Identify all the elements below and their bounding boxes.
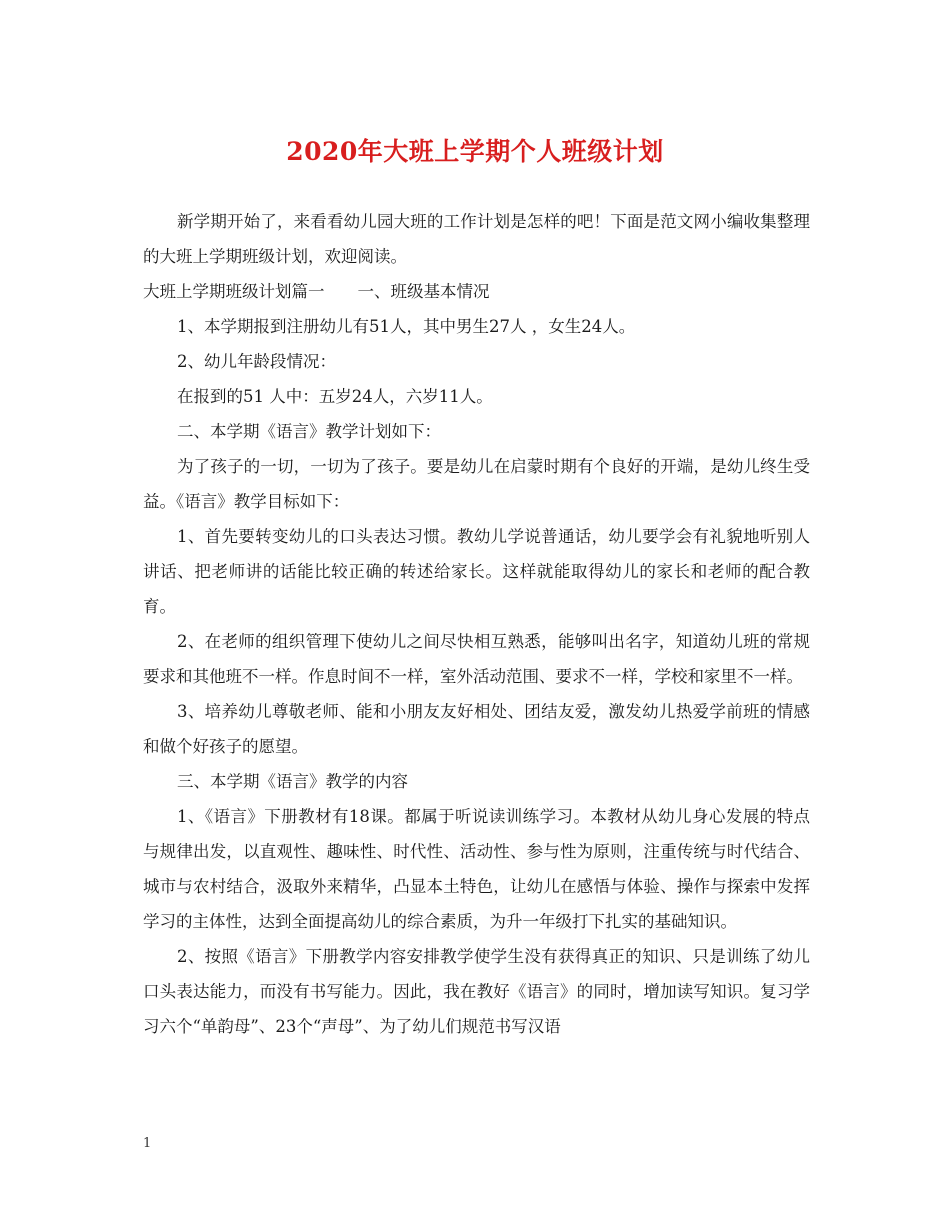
paragraph-goal-1: 1、首先要转变幼儿的口头表达习惯。教幼儿学说普通话，幼儿要学会有礼貌地听别人讲话、把老师讲的话能比较正确的转述给家长。这样就能取得幼儿的家长和老师的配合教育。: [143, 527, 810, 616]
paragraph-age-detail: 在报到的51 人中：五岁24人，六岁11人。: [177, 387, 493, 406]
paragraph-content-1: 1、《语言》下册教材有18课。都属于听说读训练学习。本教材从幼儿身心发展的特点与规律出发，以直观性、趣味性、时代性、活动性、参与性为原则，注重传统与时代结合、城市与农村结合，汲取外来精华，凸显本土特色，让幼儿在感悟与体验、操作与探索中发挥学习的主体性，达到全面提高幼儿的综合素质，为升一年级打下扎实的基础知识。: [143, 807, 810, 931]
paragraph-section-heading: 大班上学期班级计划篇一 一、班级基本情况: [143, 282, 490, 301]
paragraph-enrollment: 1、本学期报到注册幼儿有51人，其中男生27人 ，女生24人。: [177, 317, 636, 336]
page-number: 1: [143, 1136, 152, 1151]
paragraph-plan-heading: 二、本学期《语言》教学计划如下：: [177, 422, 441, 441]
paragraph-age-heading: 2、幼儿年龄段情况：: [177, 352, 336, 371]
document-title: 2020年大班上学期个人班级计划: [286, 137, 664, 166]
paragraph-intro: 新学期开始了，来看看幼儿园大班的工作计划是怎样的吧！下面是范文网小编收集整理的大班上学期班级计划，欢迎阅读。: [143, 212, 810, 266]
paragraph-plan-intro: 为了孩子的一切，一切为了孩子。要是幼儿在启蒙时期有个良好的开端，是幼儿终生受益。《语言》教学目标如下：: [143, 457, 810, 511]
paragraph-content-heading: 三、本学期《语言》教学的内容: [177, 772, 408, 791]
paragraph-goal-3: 3、培养幼儿尊敬老师、能和小朋友友好相处、团结友爱，激发幼儿热爱学前班的情感和做个好孩子的愿望。: [143, 702, 810, 756]
paragraph-goal-2: 2、在老师的组织管理下使幼儿之间尽快相互熟悉，能够叫出名字，知道幼儿班的常规要求和其他班不一样。作息时间不一样，室外活动范围、要求不一样，学校和家里不一样。: [143, 632, 810, 686]
paragraph-content-2: 2、按照《语言》下册教学内容安排教学使学生没有获得真正的知识、只是训练了幼儿口头表达能力，而没有书写能力。因此，我在教好《语言》的同时，增加读写知识。复习学习六个“单韵母”、23个“声母”、为了幼儿们规范书写汉语: [143, 947, 810, 1036]
document-body: [143, 204, 810, 1044]
